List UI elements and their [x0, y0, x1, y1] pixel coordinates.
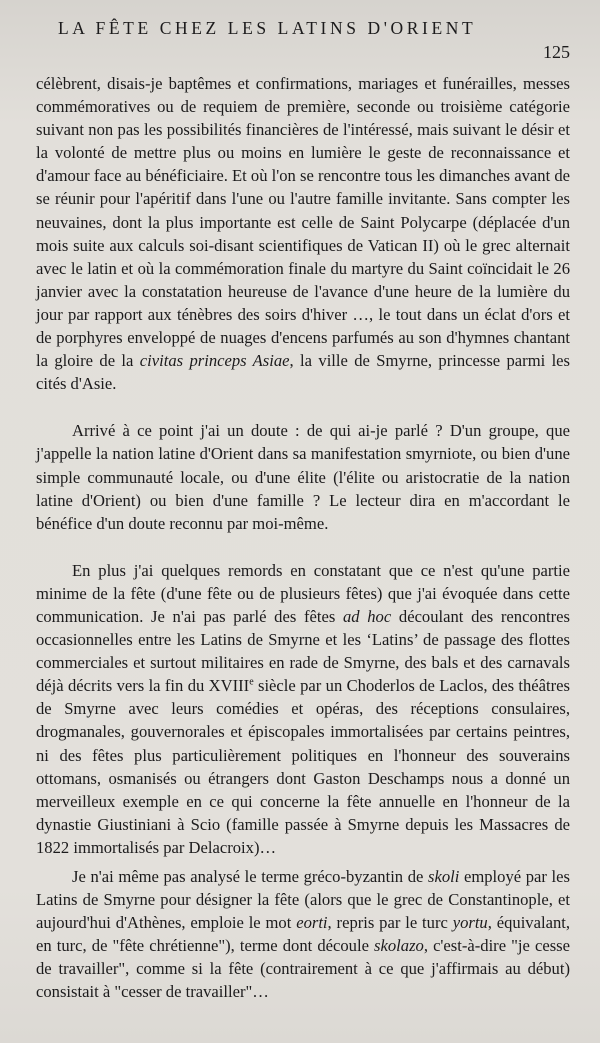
paragraph-3-text-b: découlant des rencontres occasionnelles entre les Latins de Smyrne et les ‘Latins’ de passage des flottes commerciales et surtout militaires en rade de Smyrne, des bals et des carnavals déjà décrits vers la fin du XVIII	[36, 606, 570, 696]
paragraph-4-text-d: , équivalant, en turc, de "fête chrétienne"), terme dont découle	[36, 913, 570, 956]
running-head-title: LA FÊTE CHEZ LES LATINS D'ORIENT	[58, 18, 477, 38]
paragraph-4-text-b: employé par les Latins de Smyrne pour désigner la fête (alors que le grec de Constantinople, et aujourd'hui d'Athènes, emploie le mot	[36, 867, 570, 933]
paragraph-4-italic-a: skoli	[428, 867, 460, 886]
paragraph-1-text-b: , la ville de Smyrne, princesse parmi les cités d'Asie.	[36, 351, 571, 394]
page-number: 125	[543, 42, 570, 62]
paragraph-4-text-e: , c'est-à-dire "je cesse de travailler", comme si la fête (contrairement à ce que j'affirmais au début) consistait à "cesser de travailler"…	[36, 936, 571, 1002]
paragraph-3-italic-a: ad hoc	[342, 606, 392, 626]
paragraph-4-text-c: , repris par le turc	[327, 913, 453, 933]
paragraph-1-italic-a: civitas princeps Asiae	[139, 351, 290, 371]
paragraph-1	[36, 72, 570, 395]
body-text	[36, 72, 570, 1004]
paragraph-4-text-a: Je n'ai même pas analysé le terme gréco-byzantin de	[72, 867, 429, 886]
paragraph-3	[36, 559, 570, 859]
paragraph-4-italic-d: skolazo	[374, 936, 424, 956]
paragraph-2: Arrivé à ce point j'ai un doute : de qui ai-je parlé ? D'un groupe, que j'appelle la nation latine d'Orient dans sa manifestation smyrniote, ou bien d'une simple communauté locale, ou d'une élite (l'élite ou aristocratie de la nation latine d'Orient) ou bien d'une famille ? Le lecteur dira en m'accordant le bénéfice d'un doute reconnu par moi-même.	[36, 421, 570, 533]
paragraph-gap	[36, 535, 570, 559]
running-head	[58, 14, 570, 62]
paragraph-4-italic-b: eorti	[296, 913, 328, 933]
paragraph-3-superscript: e	[249, 676, 254, 688]
paragraph-3-text-a: En plus j'ai quelques remords en constatant que ce n'est qu'une partie minime de la fête (d'une fête ou de plusieurs fêtes) que j'ai évoquée dans cette communication. Je n'ai pas parlé des fêtes	[36, 560, 570, 626]
paragraph-4-italic-c: yortu	[452, 913, 488, 933]
paragraph-3-text-c: siècle par un Choderlos de Laclos, des théâtres de Smyrne avec leurs comédies et opéras, des réceptions consulaires, drogmanales, gouvernorales et épiscopales immortalisées par certains peintres, ni des fêtes plus particulièrement politiques en l'honneur des souverains ottomans, osmanisés ou étrangers dont Gaston Deschamps nous a donné un merveilleux exemple en ce qui concerne la fête annuelle en l'honneur de la dynastie Giustiniani à Scio (famille passée à Smyrne depuis les Massacres de 1822 immortalisés par Delacroix)…	[36, 676, 570, 857]
paragraph-1-text-a: célèbrent, disais-je baptêmes et confirmations, mariages et funérailles, messes commémoratives ou de requiem de première, seconde ou troisième catégorie suivant non pas les possibilités financières de l'intéressé, mais suivant le désir et la volonté de mettre plus ou moins en lumière le geste de reconnaissance et d'amour face au bénéficiaire. Et où l'on se rencontre tous les dimanches avant de se réunir pour l'apéritif dans l'une ou l'autre famille invitante. Sans compter les neuvaines, dont la plus importante est celle de Saint Polycarpe (déplacée d'un mois suite aux calculs soi-disant scientifiques de Vatican II) où le grec alternait avec le latin et où la commémoration finale du martyre du Saint coïncidait le 26 janvier avec la constatation heureuse de l'avance d'une heure de la lumière du jour par rapport aux ténèbres des soirs d'hiver …, le tout dans un éclat d'ors et de porphyres enveloppé de nuages d'encens parfumés au son d'hymnes chantant la gloire de la	[36, 74, 570, 371]
paragraph-4	[36, 865, 570, 1004]
paragraph-gap	[36, 395, 570, 419]
